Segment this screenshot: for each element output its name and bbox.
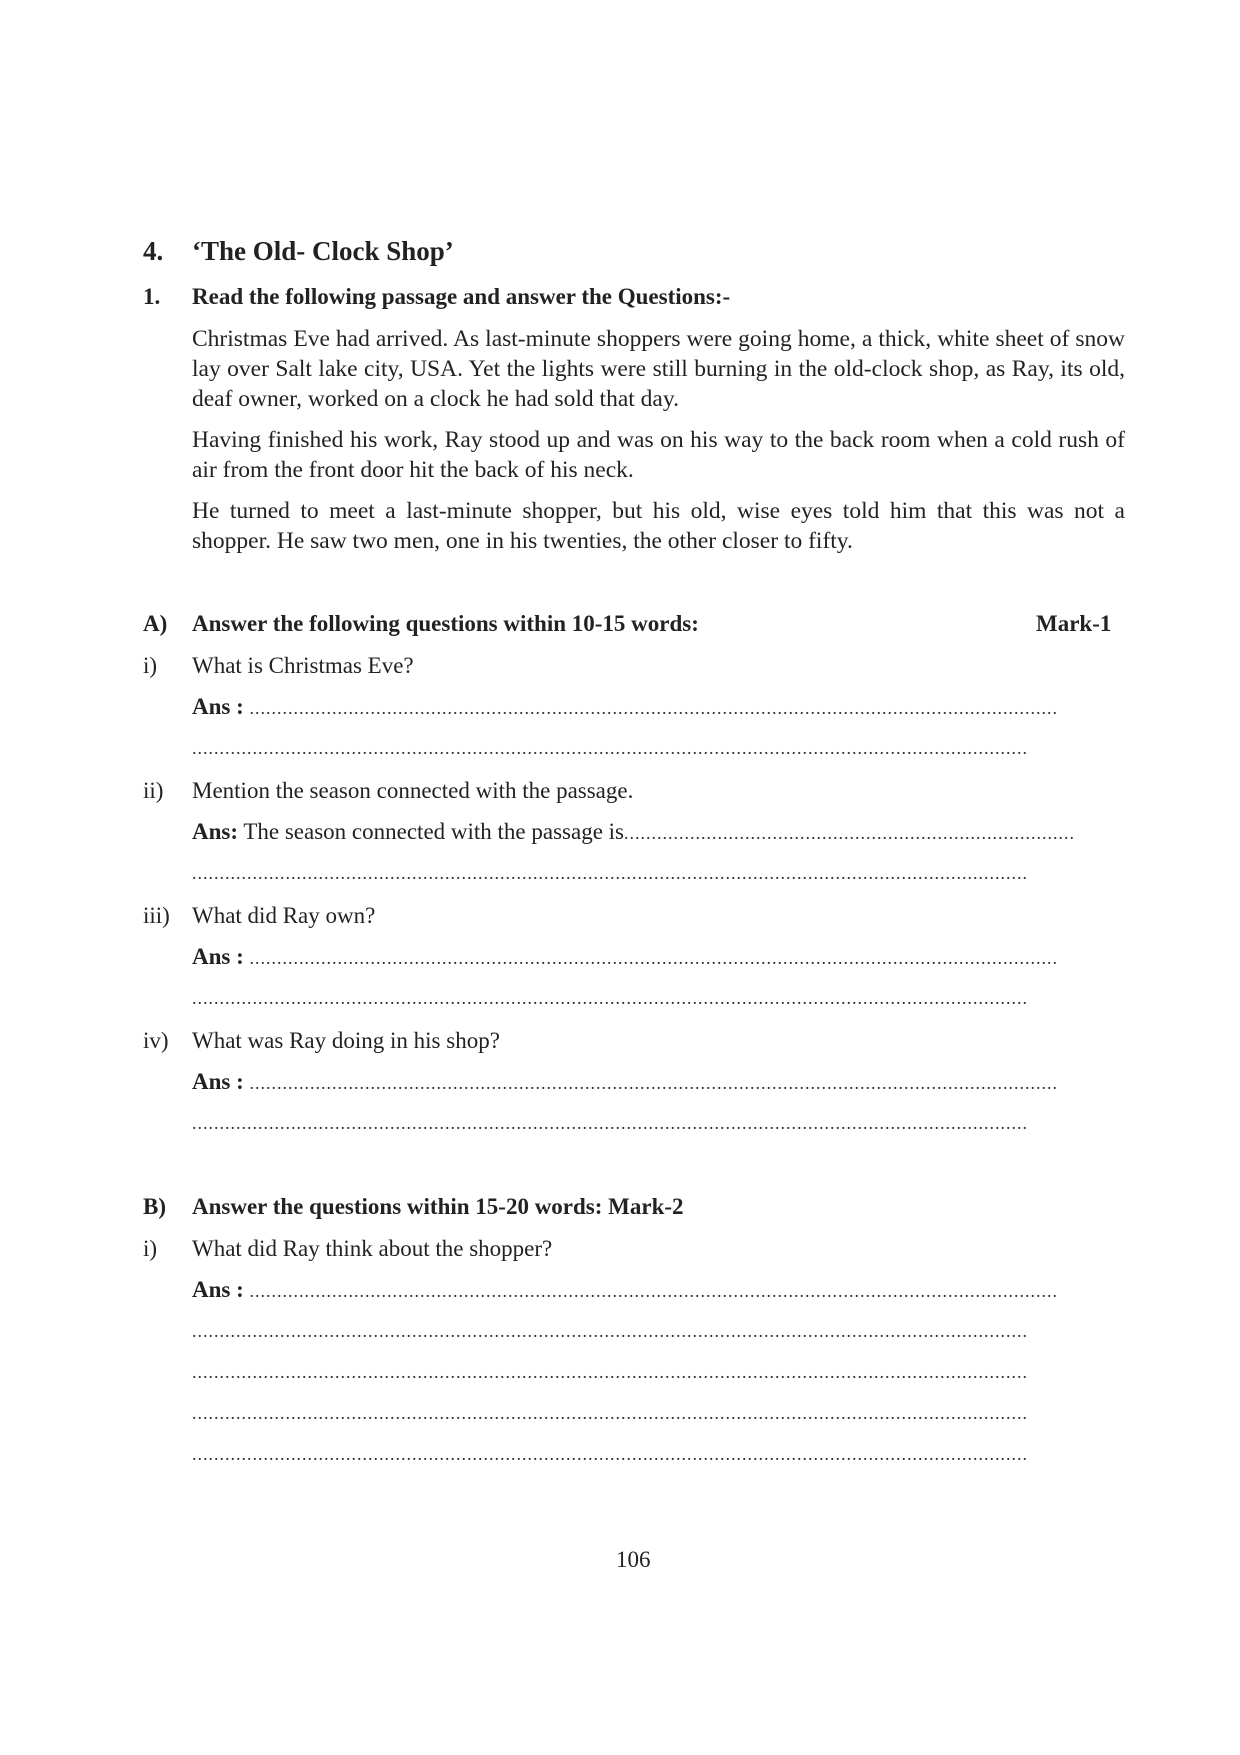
exercise-instruction: Read the following passage and answer the Questions:- [192, 284, 731, 309]
answer-label: Ans : [192, 1069, 244, 1094]
section-a-label: A) [143, 611, 168, 636]
answer-line[interactable]: ........................................................................................................................................................ [192, 1362, 1028, 1382]
answer-line[interactable]: ........................................................................................................................................................ [192, 1403, 1028, 1423]
section-b-heading: Answer the questions within 15-20 words: Mark-2 [192, 1194, 684, 1219]
answer-line[interactable] [192, 694, 1127, 720]
answer-line[interactable]: ........................................................................................................................................................ [192, 738, 1028, 758]
exercise-number: 1. [143, 284, 161, 309]
answer-label: Ans : [192, 944, 244, 969]
answer-line[interactable] [192, 1277, 1127, 1303]
section-a-mark: Mark-1 [1036, 611, 1112, 636]
answer-dots: ................................................................................................................................................... [249, 698, 1059, 718]
question-text: What did Ray own? [192, 903, 376, 928]
answer-line[interactable]: ........................................................................................................................................................ [192, 1113, 1028, 1133]
answer-label: Ans: [192, 819, 239, 844]
question-number: ii) [143, 778, 164, 803]
answer-line[interactable]: ........................................................................................................................................................ [192, 863, 1028, 883]
question-text: What is Christmas Eve? [192, 653, 414, 678]
question-number: iv) [143, 1028, 169, 1053]
answer-dots: .................................................................................. [624, 823, 1076, 843]
answer-dots: ................................................................................................................................................... [249, 1073, 1059, 1093]
section-b-label: B) [143, 1194, 166, 1219]
answer-line[interactable] [192, 944, 1127, 970]
answer-label: Ans : [192, 1277, 244, 1302]
answer-line[interactable]: ........................................................................................................................................................ [192, 1444, 1028, 1464]
answer-line[interactable]: ........................................................................................................................................................ [192, 1321, 1028, 1341]
question-text: What was Ray doing in his shop? [192, 1028, 500, 1053]
passage-paragraph-2: Having finished his work, Ray stood up and was on his way to the back room when a cold rush of air from the front door hit the back of his neck. [192, 427, 1125, 483]
answer-line[interactable]: ........................................................................................................................................................ [192, 988, 1028, 1008]
question-text: Mention the season connected with the passage. [192, 778, 634, 803]
answer-line[interactable] [192, 819, 1127, 845]
chapter-number: 4. [143, 236, 164, 266]
question-number: iii) [143, 903, 170, 928]
answer-label: Ans : [192, 694, 244, 719]
answer-dots: ................................................................................................................................................... [249, 1281, 1059, 1301]
answer-dots: ................................................................................................................................................... [249, 948, 1059, 968]
question-number: i) [143, 1236, 158, 1261]
passage-paragraph-3: He turned to meet a last-minute shopper, but his old, wise eyes told him that this was not a shopper. He saw two men, one in his twenties, the other closer to fifty. [192, 498, 1125, 554]
section-a-heading: Answer the following questions within 10-15 words: [192, 611, 699, 636]
chapter-title: ‘The Old- Clock Shop’ [192, 236, 454, 266]
page-number: 106 [616, 1547, 651, 1572]
question-number: i) [143, 653, 158, 678]
passage-paragraph-1: Christmas Eve had arrived. As last-minute shoppers were going home, a thick, white sheet of snow lay over Salt lake city, USA. Yet the lights were still burning in the old-clock shop, as Ray, its old, deaf owner, worked on a clock he had sold that day. [192, 326, 1125, 412]
question-text: What did Ray think about the shopper? [192, 1236, 553, 1261]
answer-line[interactable] [192, 1069, 1127, 1095]
answer-prompt: The season connected with the passage is [238, 819, 625, 844]
